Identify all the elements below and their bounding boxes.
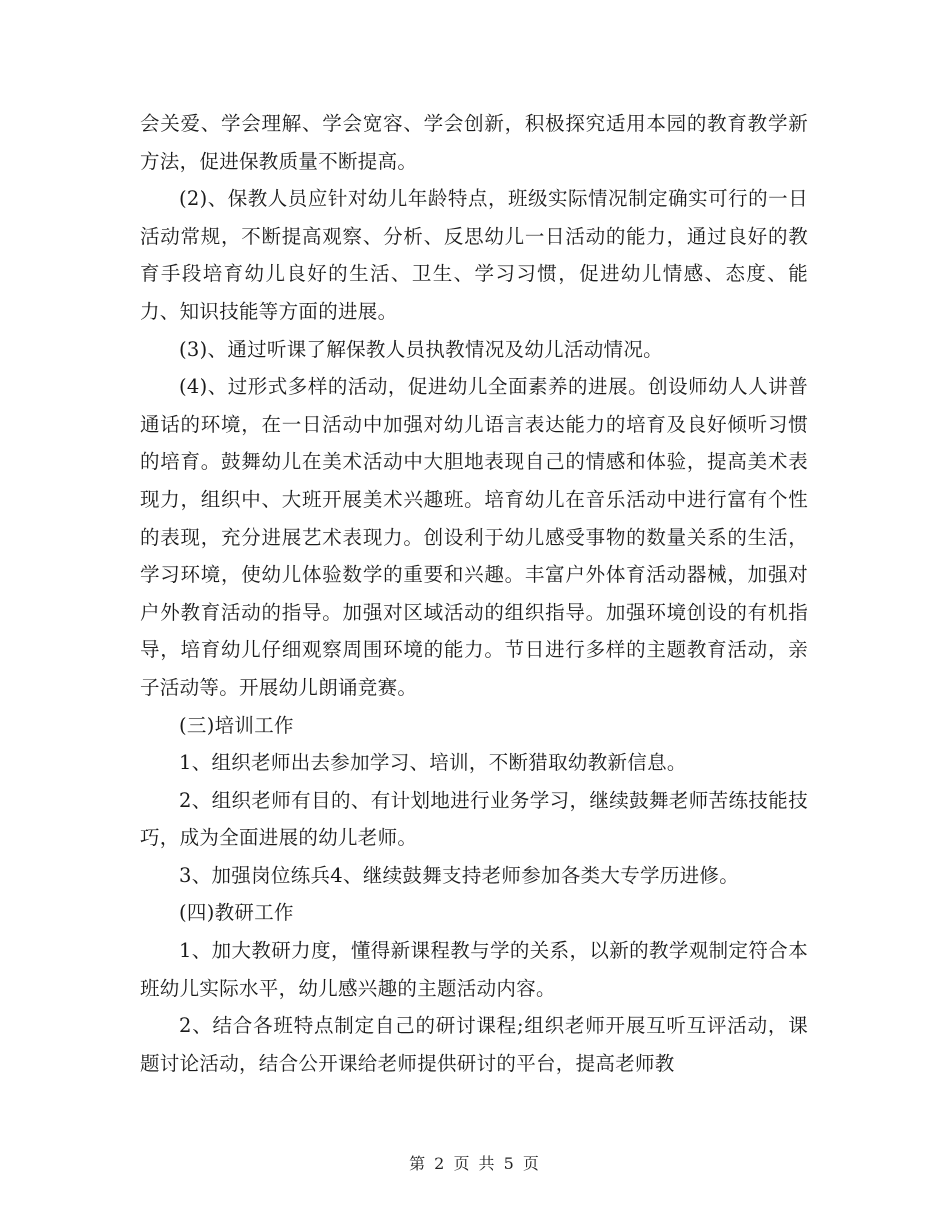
paragraph-3: (3)、通过听课了解保教人员执教情况及幼儿活动情况。: [179, 337, 663, 361]
page-number-footer: 第 2 页 共 5 页: [409, 1154, 541, 1173]
paragraph-7: 2、组织老师有目的、有计划地进行业务学习，继续鼓舞老师苦练技能技巧，成为全面进展的幼儿老师。: [140, 788, 808, 850]
paragraph-4: (4)、过形式多样的活动，促进幼儿全面素养的进展。创设师幼人人讲普通话的环境，在一日活动中加强对幼儿语言表达能力的培育及良好倾听习惯的培育。鼓舞幼儿在美术活动中大胆地表现自己的情感和体验，提高美术表现力，组织中、大班开展美术兴趣班。培育幼儿在音乐活动中进行富有个性的表现，充分进展艺术表现力。创设利于幼儿感受事物的数量关系的生活，学习环境，使幼儿体验数学的重要和兴趣。丰富户外体育活动器械，加强对户外教育活动的指导。加强对区域活动的组织指导。加强环境创设的有机指导，培育幼儿仔细观察周围环境的能力。节日进行多样的主题教育活动，亲子活动等。开展幼儿朗诵竞赛。: [140, 375, 808, 699]
paragraph-1: 会关爱、学会理解、学会宽容、学会创新，积极探究适用本园的教育教学新方法，促进保教质量不断提高。: [140, 112, 808, 173]
document-body: [140, 105, 808, 1082]
paragraph-6: 1、组织老师出去参加学习、培训，不断猎取幼教新信息。: [179, 751, 687, 775]
section-heading-training: (三)培训工作: [179, 713, 294, 737]
paragraph-10: 1、加大教研力度，懂得新课程教与学的关系，以新的教学观制定符合本班幼儿实际水平，幼儿感兴趣的主题活动内容。: [140, 939, 808, 1000]
paragraph-11: 2、结合各班特点制定自己的研讨课程;组织老师开展互听互评活动，课题讨论活动，结合公开课给老师提供研讨的平台，提高老师教: [140, 1014, 808, 1075]
paragraph-8: 3、加强岗位练兵4、继续鼓舞支持老师参加各类大专学历进修。: [179, 863, 740, 887]
section-heading-research: (四)教研工作: [179, 901, 294, 925]
paragraph-2: (2)、保教人员应针对幼儿年龄特点，班级实际情况制定确实可行的一日活动常规，不断提高观察、分析、反思幼儿一日活动的能力，通过良好的教育手段培育幼儿良好的生活、卫生、学习习惯，促进幼儿情感、态度、能力、知识技能等方面的进展。: [140, 187, 808, 323]
